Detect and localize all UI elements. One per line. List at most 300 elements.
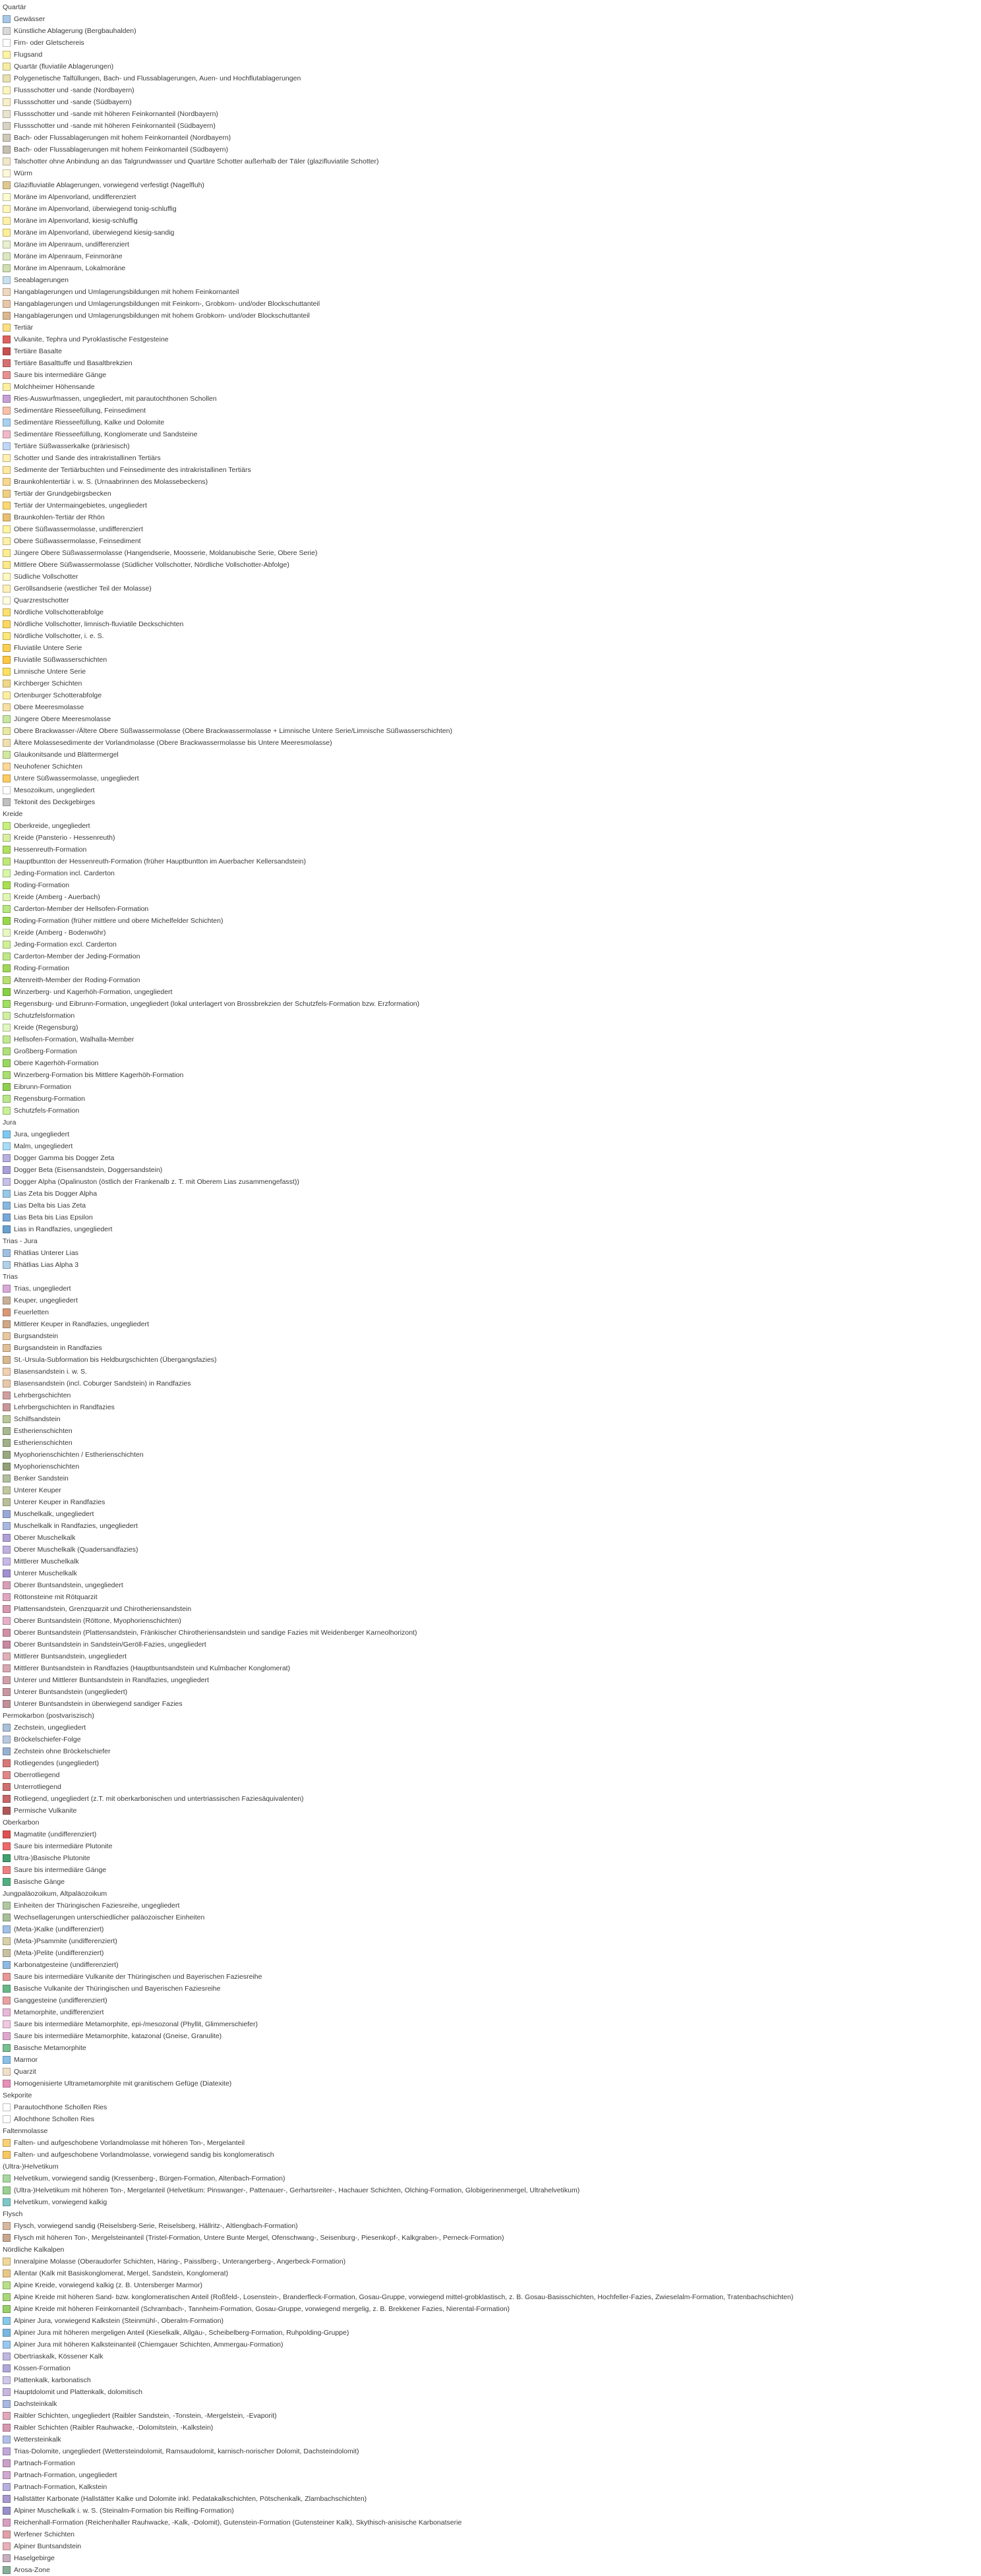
legend-item [0,915,223,927]
legend-item [0,1923,104,1935]
legend-color-swatch [3,703,11,711]
legend-color-swatch [3,2139,11,2147]
legend-color-swatch [3,324,11,332]
legend-color-swatch [3,2566,11,2574]
legend-item [0,250,123,262]
legend-label: Keuper, ungegliedert [14,1297,78,1304]
legend-color-swatch [3,1225,11,1233]
legend-label: (Meta-)Kalke (undifferenziert) [14,1925,104,1933]
legend-item [0,1769,59,1781]
legend-color-swatch [3,1795,11,1803]
legend-group-heading [0,2208,22,2220]
legend-color-swatch [3,2186,11,2194]
legend-item [0,334,169,345]
legend-item [0,1745,111,1757]
legend-item [0,286,239,298]
legend-color-swatch [3,834,11,842]
legend-label: Geröllsandserie (westlicher Teil der Molasse) [14,585,152,593]
legend-label: Tertiär der Untermaingebietes, ungegliedert [14,502,147,510]
legend-item [0,2078,231,2090]
legend-color-swatch [3,2234,11,2242]
legend-color-swatch [3,1202,11,1210]
legend-label: Haselgebirge [14,2554,55,2562]
legend-label: Falten- und aufgeschobene Vorlandmolasse, vorwiegend sandig bis konglomeratisch [14,2151,274,2159]
legend-group-heading [0,1710,94,1722]
legend-color-swatch [3,122,11,130]
legend-label: Unterer Keuper [14,1486,61,1494]
legend-label: Basische Metamorphite [14,2044,86,2052]
legend-item [0,974,140,986]
legend-label: Lehrbergschichten in Randfazies [14,1403,115,1411]
legend-color-swatch [3,632,11,640]
legend-label: Saure bis intermediäre Plutonite [14,1842,113,1850]
legend-label: Allochthone Schollen Ries [14,2115,94,2123]
legend-color-swatch [3,2032,11,2040]
legend-item [0,2505,234,2517]
legend-color-swatch [3,715,11,723]
legend-label: Oberer Muschelkalk (Quadersandfazies) [14,1546,138,1554]
legend-color-swatch [3,917,11,925]
legend-item [0,2517,461,2529]
legend-item [0,523,143,535]
legend-label: Burgsandstein in Randfazies [14,1344,102,1352]
legend-label: Bach- oder Flussablagerungen mit hohem Feinkornanteil (Nordbayern) [14,134,231,142]
legend-item [0,1212,93,1223]
legend-item [0,773,139,784]
legend-label: Partnach-Formation, Kalkstein [14,2483,107,2491]
legend-item [0,761,82,773]
legend-item [0,73,301,84]
legend-item [0,13,45,25]
legend-label: Nördliche Kalkalpen [3,2246,65,2254]
legend-item [0,61,113,73]
legend-color-swatch [3,1546,11,1554]
legend-color-swatch [3,241,11,249]
legend-label: Regensburg- und Eibrunn-Formation, ungegliedert (lokal unterlagert von Brossbrekzien der Schutzfels-Formation bzw. Erzformation) [14,1000,420,1008]
legend-color-swatch [3,217,11,225]
legend-item [0,191,136,203]
legend-item [0,1283,71,1295]
legend-label: Partnach-Formation, ungegliedert [14,2471,117,2479]
legend-color-swatch [3,537,11,545]
legend-item [0,1045,77,1057]
legend-label: Partnach-Formation [14,2459,75,2467]
legend-label: Seeablagerungen [14,276,69,284]
legend-label: Raibler Schichten (Raibler Rauhwacke, -Dolomitstein, -Kalkstein) [14,2424,214,2432]
legend-item [0,1342,102,1354]
legend-label: Trias-Dolomite, ungegliedert (Wettersteindolomit, Ramsaudolomit, karnisch-norischer Dolomit, Dachsteindolomit) [14,2447,359,2455]
legend-label: Flugsand [14,51,43,59]
legend-color-swatch [3,430,11,438]
legend-item [0,844,86,856]
legend-item [0,49,42,61]
legend-label: Winzerberg-Formation bis Mittlere Kagerhöh-Formation [14,1071,184,1079]
legend-color-swatch [3,585,11,593]
legend-color-swatch [3,1581,11,1589]
legend-color-swatch [3,39,11,47]
legend-color-swatch [3,2269,11,2277]
legend-item [0,1876,65,1888]
legend-item [0,25,136,37]
legend-label: Moräne im Alpenraum, undifferenziert [14,241,129,249]
legend-item [0,1069,183,1081]
legend-group-heading [0,2125,47,2137]
legend-color-swatch [3,2531,11,2538]
legend-item [0,2232,504,2244]
legend-color-swatch [3,1664,11,1672]
legend-label: Saure bis intermediäre Metamorphite, epi-/mesozonal (Phyllit, Glimmerschiefer) [14,2020,258,2028]
legend-item [0,2030,222,2042]
legend-label: Metamorphite, undifferenziert [14,2008,104,2016]
legend-color-swatch [3,1747,11,1755]
legend-color-swatch [3,1308,11,1316]
legend-color-swatch [3,442,11,450]
legend-label: Malm, ungegliedert [14,1142,73,1150]
legend-item [0,1508,94,1520]
legend-label: Dogger Alpha (Opalinuston (östlich der Frankenalb z. T. mit Oberem Lias zusammengefasst)) [14,1178,299,1186]
legend-label: Oberer Buntsandstein (Plattensandstein, Fränkischer Chirotheriensandstein und sandige Fazies mit Weidenberger Karneolhorizont) [14,1629,417,1637]
legend-color-swatch [3,169,11,177]
legend-color-swatch [3,1593,11,1601]
legend-color-swatch [3,620,11,628]
legend-color-swatch [3,1759,11,1767]
legend-label: Vulkanite, Tephra und Pyroklastische Festgesteine [14,336,169,343]
legend-item [0,962,69,974]
legend-label: Schutzfels-Formation [14,1107,80,1115]
legend-color-swatch [3,2353,11,2360]
legend-label: Bröckelschiefer-Folge [14,1736,81,1743]
legend-item [0,2196,107,2208]
legend-color-swatch [3,2554,11,2562]
legend-item [0,583,152,595]
legend-item [0,1484,61,1496]
legend-item [0,986,172,998]
legend-item [0,2018,258,2030]
legend-label: Sedimentäre Riesseefüllung, Konglomerate und Sandsteine [14,430,198,438]
legend-color-swatch [3,466,11,474]
legend-item [0,547,317,559]
legend-item [0,2268,228,2279]
legend-item [0,939,117,951]
legend-color-swatch [3,74,11,82]
legend-label: Falten- und aufgeschobene Vorlandmolasse mit höheren Ton-, Mergelanteil [14,2139,245,2147]
legend-label: Kreide (Pansterio - Hessenreuth) [14,834,115,842]
legend-color-swatch [3,407,11,415]
legend-label: Oberkarbon [3,1819,40,1827]
legend-label: Ältere Molassesedimente der Vorlandmolasse (Obere Brackwassermolasse bis Untere Meeresmolasse) [14,739,332,747]
legend-color-swatch [3,359,11,367]
legend-item [0,440,130,452]
legend-label: Quarzrestschotter [14,597,69,604]
legend-label: Untere Süßwassermolasse, ungegliedert [14,775,139,782]
legend-group-heading [0,2090,32,2101]
legend-item [0,1105,79,1117]
legend-item [0,1781,61,1793]
legend-label: Eibrunn-Formation [14,1083,71,1091]
legend-item [0,2540,81,2552]
legend-color-swatch [3,1925,11,1933]
legend-item [0,713,111,725]
legend-group-heading [0,1117,16,1128]
legend-label: Braunkohlen-Tertiär der Rhön [14,513,105,521]
legend-label: Trias [3,1273,18,1281]
legend-item [0,144,228,156]
legend-color-swatch [3,1071,11,1079]
legend-item [0,1176,299,1188]
legend-item [0,2113,94,2125]
legend-item [0,369,106,381]
legend-item [0,630,104,642]
legend-item [0,227,174,239]
legend-label: Rhätlias Unterer Lias [14,1249,79,1257]
legend-color-swatch [3,98,11,106]
legend-color-swatch [3,1083,11,1091]
legend-item [0,1662,290,1674]
legend-color-swatch [3,336,11,343]
legend-label: Homogenisierte Ultrametamorphite mit granitischem Gefüge (Diatexite) [14,2080,232,2088]
legend-label: Basische Gänge [14,1878,65,1886]
legend-color-swatch [3,395,11,403]
legend-item [0,215,138,227]
legend-item [0,1544,138,1556]
legend-color-swatch [3,288,11,296]
legend-color-swatch [3,1937,11,1945]
legend-item [0,701,84,713]
legend-color-swatch [3,419,11,426]
legend-item [0,2303,510,2315]
legend-color-swatch [3,252,11,260]
legend-color-swatch [3,513,11,521]
legend-item [0,1200,86,1212]
legend-color-swatch [3,905,11,913]
legend-label: Permokarbon (postvariszisch) [3,1712,94,1720]
legend-item [0,642,82,654]
legend-label: Karbonatgesteine (undifferenziert) [14,1961,119,1969]
legend-label: Oberrotliegend [14,1771,60,1779]
legend-color-swatch [3,597,11,604]
legend-label: (Ultra-)Helvetikum mit höheren Ton-, Mergelanteil (Helvetikum: Pinswanger-, Pattenauer-, Gerhartsreiter-, Hachauer Schichten, Olching-Formation, Globigerinenmergel, Ultrahelvetikum) [14,2186,580,2194]
legend-color-swatch [3,1842,11,1850]
legend-color-swatch [3,929,11,937]
legend-label: Lias Beta bis Lias Epsilon [14,1214,93,1221]
legend-label: Alpiner Buntsandstein [14,2542,82,2550]
legend-color-swatch [3,858,11,865]
legend-item [0,832,115,844]
legend-color-swatch [3,1807,11,1815]
legend-color-swatch [3,347,11,355]
legend-item [0,345,62,357]
legend-item [0,1473,69,1484]
legend-label: Mittlere Obere Süßwassermolasse (Südlicher Vollschotter, Nördliche Vollschotter-Abfolge) [14,561,289,569]
legend-label: Moräne im Alpenvorland, kiesig-schluffig [14,217,138,225]
legend-item [0,262,125,274]
legend-group-heading [0,1817,39,1829]
legend-color-swatch [3,1380,11,1388]
legend-label: Bach- oder Flussablagerungen mit hohem Feinkornanteil (Südbayern) [14,146,229,154]
legend-label: Oberer Buntsandstein, ungegliedert [14,1581,123,1589]
legend-item [0,96,132,108]
legend-label: Mittlerer Buntsandstein, ungegliedert [14,1653,127,1660]
legend-color-swatch [3,15,11,23]
legend-color-swatch [3,1000,11,1008]
legend-label: Carderton-Member der Hellsofen-Formation [14,905,149,913]
legend-color-swatch [3,1166,11,1174]
legend-label: Hangablagerungen und Umlagerungsbildungen mit Feinkorn-, Grobkorn- und/oder Blockschuttanteil [14,300,320,308]
legend-label: Nördliche Vollschotter, limnisch-fluviatile Deckschichten [14,620,184,628]
legend-label: Glaukonitsande und Blättermergel [14,751,119,759]
legend-item [0,1425,73,1437]
legend-color-swatch [3,1059,11,1067]
legend-color-swatch [3,1130,11,1138]
legend-item [0,488,111,500]
legend-item [0,1401,115,1413]
legend-item [0,1556,79,1567]
legend-color-swatch [3,1285,11,1293]
legend-label: Glazifluviatile Ablagerungen, vorwiegend verfestigt (Nagelfluh) [14,181,204,189]
legend-color-swatch [3,2483,11,2491]
legend-color-swatch [3,371,11,379]
legend-item [0,2398,57,2410]
legend-label: Dachsteinkalk [14,2400,57,2408]
legend-item [0,678,82,689]
legend-item [0,1757,99,1769]
legend-label: Muschelkalk in Randfazies, ungegliedert [14,1522,138,1530]
legend-color-swatch [3,739,11,747]
legend-label: Flysch, vorwiegend sandig (Reiselsberg-Serie, Reiselsberg, Hällritz-, Altlengbach-Formation) [14,2222,298,2230]
legend-color-swatch [3,1214,11,1221]
legend-item [0,1852,90,1864]
legend-item [0,2220,298,2232]
legend-label: Hallstätter Karbonate (Hallstätter Kalke und Dolomite inkl. Pedatakalkschichten, Pötschenkalk, Zlambachschichten) [14,2495,367,2503]
legend-color-swatch [3,952,11,960]
legend-item [0,2469,117,2481]
legend-label: Roding-Formation (früher mittlere und obere Michelfelder Schichten) [14,917,223,925]
legend-item [0,2422,213,2434]
legend-item [0,689,102,701]
legend-color-swatch [3,2542,11,2550]
legend-item [0,595,69,606]
legend-item [0,2066,36,2078]
legend-label: Mittlerer Keuper in Randfazies, ungegliedert [14,1320,149,1328]
legend-item [0,1496,105,1508]
legend-label: Hessenreuth-Formation [14,846,87,854]
legend-label: Alpine Kreide mit höheren Feinkornanteil (Schrambach-, Tannheim-Formation, Gosau-Gruppe, vorwiegend mergelig, z. B. Brekkener Fazies, Nierental-Formation) [14,2305,510,2313]
legend-label: Tertiäre Basalte [14,347,62,355]
legend-item [0,1413,61,1425]
legend-label: Braunkohlentertiär i. w. S. (Urnaabrinnen des Molassebeckens) [14,478,208,486]
legend-label: Blasensandstein i. w. S. [14,1368,87,1376]
legend-label: Saure bis intermediäre Metamorphite, katazonal (Gneise, Granulite) [14,2032,222,2040]
legend-color-swatch [3,2388,11,2396]
legend-item [0,606,104,618]
legend-item [0,1259,78,1271]
legend-color-swatch [3,1736,11,1743]
legend-color-swatch [3,2020,11,2028]
legend-label: Rhätlias Lias Alpha 3 [14,1261,79,1269]
legend-item [0,1022,78,1034]
legend-label: Zechstein, ungegliedert [14,1724,86,1732]
legend-label: Tektonit des Deckgebirges [14,798,96,806]
legend-color-swatch [3,1427,11,1435]
legend-item [0,867,115,879]
legend-item [0,725,452,737]
legend-item [0,1864,106,1876]
legend-item [0,2256,345,2268]
legend-label: Neuhofener Schichten [14,763,82,771]
legend-item [0,737,332,749]
legend-item [0,203,177,215]
legend-label: Schotter und Sande des intrakristallinen Tertiärs [14,454,161,462]
legend-color-swatch [3,1866,11,1874]
legend-item [0,2564,50,2576]
legend-label: Alpine Kreide mit höheren Sand- bzw. konglomeratischen Anteil (Roßfeld-, Losenstein-, Branderfleck-Formation, Gosau-Gruppe, vorwiegend mittel-grobklastisch, z. B. Gosau-Basisschichten, Hochfeller-Fazies, Zwieselalm-Formation, Tratenbachschichten) [14,2293,794,2301]
legend-item [0,2101,107,2113]
legend-label: Wechsellagerungen unterschiedlicher paläozoischer Einheiten [14,1914,205,1921]
legend-item [0,2351,103,2362]
legend-color-swatch [3,134,11,142]
legend-item [0,1840,112,1852]
legend-label: Hangablagerungen und Umlagerungsbildungen mit hohem Feinkornanteil [14,288,239,296]
legend-color-swatch [3,1047,11,1055]
legend-label: Allentar (Kalk mit Basiskonglomerat, Mergel, Sandstein, Konglomerat) [14,2269,229,2277]
legend-item [0,2315,223,2327]
legend-color-swatch [3,1463,11,1471]
legend-color-swatch [3,1534,11,1542]
legend-item [0,2445,359,2457]
legend-group-heading [0,808,22,820]
legend-color-swatch [3,2412,11,2420]
legend-item [0,476,208,488]
legend-color-swatch [3,1012,11,1020]
legend-item [0,2006,104,2018]
legend-label: Nördliche Vollschotter, i. e. S. [14,632,104,640]
legend-color-swatch [3,1641,11,1649]
legend-label: Parautochthone Schollen Ries [14,2103,107,2111]
legend-label: Ortenburger Schotterabfolge [14,691,102,699]
legend-label: Burgsandstein [14,1332,59,1340]
legend-label: Unterer Keuper in Randfazies [14,1498,105,1506]
legend-color-swatch [3,1297,11,1304]
legend-color-swatch [3,1356,11,1364]
legend-color-swatch [3,86,11,94]
legend-item [0,179,204,191]
legend-color-swatch [3,893,11,901]
legend-item [0,512,105,523]
legend-label: Unterer und Mittlerer Buntsandstein in Randfazies, ungegliedert [14,1676,209,1684]
legend-color-swatch [3,964,11,972]
legend-label: Molchheimer Höhensande [14,383,95,391]
legend-label: Blasensandstein (incl. Coburger Sandstein) in Randfazies [14,1380,191,1388]
legend-color-swatch [3,1475,11,1482]
legend-label: Jura, ungegliedert [14,1130,70,1138]
legend-item [0,2149,274,2161]
legend-label: Kreide [3,810,23,818]
legend-label: Kreide (Amberg - Auerbach) [14,893,100,901]
legend-label: Kirchberger Schichten [14,680,82,688]
legend-item [0,357,133,369]
legend-item [0,2457,75,2469]
legend-item [0,951,140,962]
legend-label: Kössen-Formation [14,2364,71,2372]
legend-color-swatch [3,763,11,771]
legend-label: Moräne im Alpenraum, Feinmoräne [14,252,123,260]
legend-label: Jeding-Formation incl. Carderton [14,869,115,877]
legend-color-swatch [3,751,11,759]
legend-label: Hellsofen-Formation, Walhalla-Member [14,1036,134,1043]
legend-color-swatch [3,2080,11,2088]
legend-label: Hauptdolomit und Plattenkalk, dolomitisch [14,2388,142,2396]
legend-label: Obere Meeresmolasse [14,703,84,711]
